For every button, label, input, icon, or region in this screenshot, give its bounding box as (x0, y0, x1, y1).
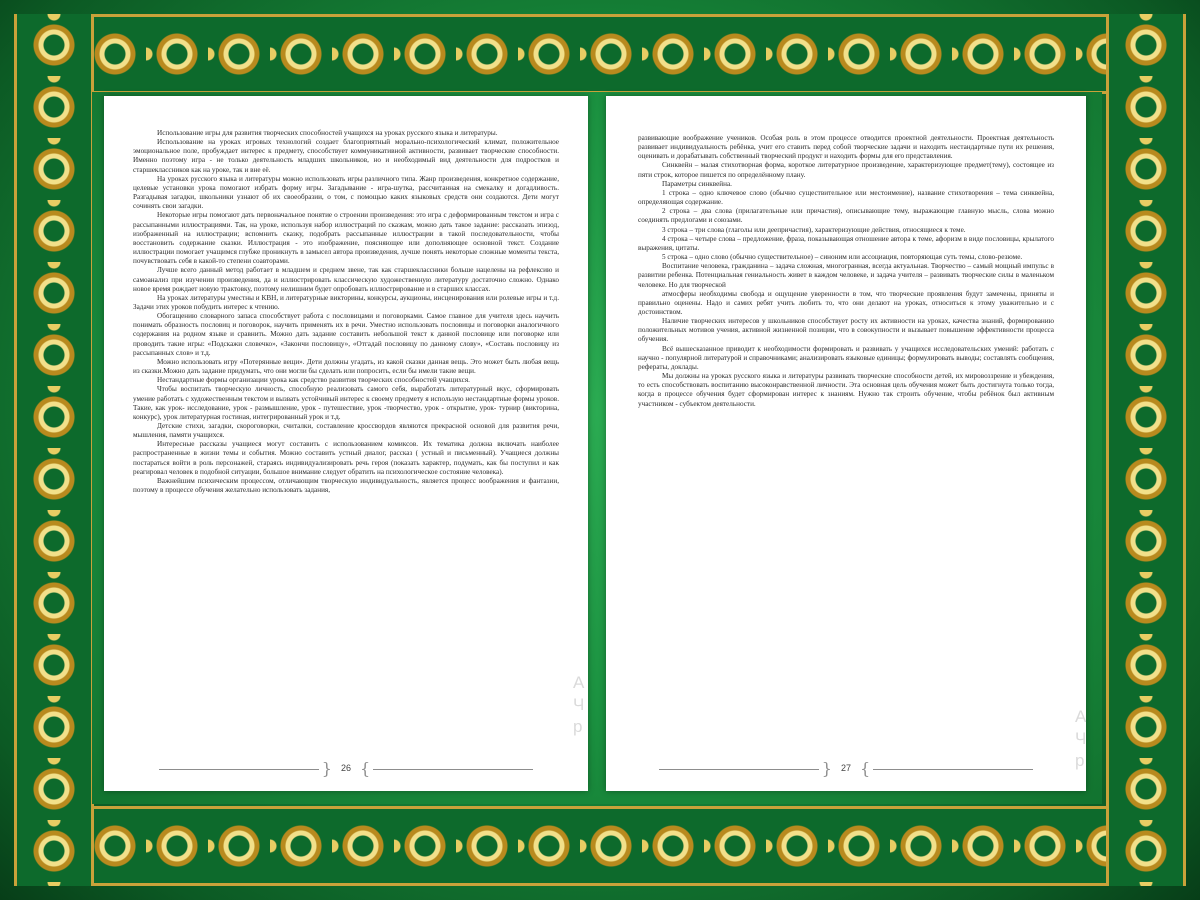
document-page-right (606, 96, 1086, 791)
right-page-text (638, 134, 1054, 409)
paragraph: Можно использовать игру «Потерянные вещи». Дети должны угадать, из какой сказки данная вещь. Это может быть любая вещь из сказки.Можно дать задание придумать, что они могли бы сделать или попросить, если бы имели такие вещи. (133, 357, 559, 376)
paragraph: Мы должны на уроках русского языка и литературы развивать творческие способности детей, их мировоззрение и убеждения, то есть способствовать воспитанию высоконравственной личности. Эта основная цель обучения может быть достигнута только тогда, когда в процессе обучения будет сформирован интерес к знаниям. Нужно так строить обучение, чтобы ребёнок был активным участником - субъектом деятельности. (638, 372, 1054, 408)
paragraph: Использование игры для развития творческих способностей учащихся на уроках русского языка и литературы. (157, 129, 498, 137)
paragraph: Некоторые игры помогают дать первоначальное понятие о строении произведения: это игра с деформированным текстом и игра с рассыпанными иллюстрациями. Так, на уроке, используя набор иллюстраций по сказкам, можно дать такое задание: рассказать эпизод, изображенный на иллюстрации; вспомнить сказку, подобрать рассыпанные иллюстрации в такой последовательности, чтобы восстановить содержание сказки. Иллюстрация - это изображение, поясняющее или дополняющее основной текст. Создание иллюстрации помогает учащимся глубже проникнуть в замысел автора произведения, лучше понять некоторые сложные моменты текста, почувствовать себя в какой-то степени соавторами. (133, 211, 559, 266)
footer-bracket-icon: { (860, 759, 871, 778)
paragraph: Синквейн – малая стихотворная форма, короткое литературное произведение, характеризующее предмет(тему), состоящее из пяти строк, которое пишется по определённому плану. (638, 161, 1054, 179)
paragraph: Параметры синквейна. (662, 179, 732, 188)
footer-rule (873, 769, 1033, 770)
footer-bracket-icon: { (360, 759, 371, 778)
page-number: 26 (340, 763, 351, 774)
paragraph: развивающие воображение учеников. Особая роль в этом процессе отводится проектной деятельности. Проектная деятельность развивает индивидуальность ребёнка, учит его ставить перед собой творческие задачи и находить нестандартные пути их решения, оценивать и дорабатывать собственный творческий продукт и находить формы для его представления. (638, 134, 1054, 161)
watermark-line: р (573, 717, 583, 736)
footer-rule (659, 769, 819, 770)
paragraph: атмосферы необходимы свобода и ощущение уверенности в том, что творческие проявления будут замечены, приняты и правильно оценены. Надо и самих ребят учить любить то, что они делают на уроках, относиться к этому уважительно и с достоинством. (638, 289, 1054, 316)
watermark-line: Ч (1075, 729, 1087, 748)
watermark-line: Ч (573, 695, 585, 714)
footer-rule (159, 769, 319, 770)
paragraph: Использование на уроках игровых технологий создает благоприятный морально-психологический климат, положительное эмоциональное поле, пробуждает интерес к предмету, способствует коммуникативной активности, развивает творческие способности. Именно поэтому игра - не только деятельность младших школьников, но и необходимый вид деятельности для подростков и старшеклассников как на уроке, так и вне её. (133, 138, 559, 174)
paragraph: Воспитание человека, гражданина – задача сложная, многогранная, всегда актуальная. Творчество – самый мощный импульс в развитии ребенка. Потенциальная гениальность живет в каждом человеке, и задача учителя – развивать творческие силы в маленьком человеке. Но для творческой (638, 262, 1054, 289)
ornament-frame-bottom (22, 806, 1178, 886)
paragraph: Всё вышесказанное приводит к необходимости формировать и развивать у учащихся исследовательских умений: работать с научно - популярной литературой и справочниками; анализировать языковые единицы; формулировать выводы; составлять сообщения, рефераты, доклады. (638, 344, 1054, 371)
ornament-frame-left (14, 14, 94, 886)
page-number: 27 (840, 763, 851, 774)
watermark-right (1075, 706, 1086, 772)
paragraph: Чтобы воспитать творческую личность, способную реализовать самого себя, выработать литературный вкус, сформировать умение работать с художественным текстом и вызвать устойчивый интерес к своему предмету я использую нестандартные формы уроков. Такие, как урок- исследование, урок - размышление, урок - путешествие, урок -творчество, урок - открытие, урок- турнир (викторина, конкурс), урок литературная гостиная, интегрированный урок и т.д. (133, 385, 559, 421)
left-page-text (133, 129, 559, 495)
paragraph: Интересные рассказы учащиеся могут составить с использованием комиксов. Их тематика должна включать наиболее распространенные в жизни темы и события. Можно составить устный диалог, рассказ ( устный и письменный). Учащиеся должны постараться войти в роль персонажей, стараясь индивидуализировать речь героя (показать характер, подумать, как бы поступил и как реагировал человек в подобной ситуации, большое внимание следует обратить на психологическое состояние человека). (133, 440, 559, 476)
paragraph: Лучше всего данный метод работает в младшем и среднем звене, так как старшеклассники больше нацелены на рефлексию и самоанализ при изучении произведения, да и иллюстрировать классическую художественную литературу достаточно сложно. Однако новое время рождает новую трактовку, поэтому нелишним будет опробовать иллюстрирование и в старших классах. (133, 266, 559, 293)
paragraph: На уроках русского языка и литературы можно использовать игры различного типа. Жанр произведения, конкретное содержание, целевые установки урока помогают избрать форму игры. Загадывание - игра-шутка, рассчитанная на смекалку и догадливость. Разгадывая загадки, школьники узнают об их своеобразии, о том, с помощью каких языковых средств они создаются. Дети могут сочинять свои загадки. (133, 174, 559, 211)
watermark-line: А (573, 673, 585, 692)
paragraph: 3 строка – три слова (глаголы или деепричастия), характеризующие действия, относящиеся к теме. (662, 225, 966, 234)
paragraph: Детские стихи, загадки, скороговорки, считалки, составление кроссвордов являются прекрасной основой для развития речи, мышления, памяти учащихся. (133, 422, 559, 440)
paragraph: На уроках литературы уместны и КВН, и литературные викторины, конкурсы, аукционы, инсценирования или ролевые игры и т.д. Задачи этих уроков побудить интерес к чтению. (133, 293, 559, 311)
footer-bracket-icon: } (321, 759, 332, 778)
paragraph: 5 строка – одно слово (обычно существительное) – синоним или ассоциация, повторяющая суть темы, слово-резюме. (662, 253, 1023, 262)
page-footer (606, 759, 1086, 779)
watermark-line: А (1075, 707, 1087, 726)
watermark-left (573, 672, 584, 738)
document-page-left (104, 96, 588, 791)
paragraph: Наличие творческих интересов у школьников способствует росту их активности на уроках, качества знаний, формированию положительных мотивов учения, активной жизненной позиции, что в совокупности и вызывает повышение эффективности процесса обучения. (638, 317, 1054, 344)
ornament-frame-right (1106, 14, 1186, 886)
paragraph: Важнейшим психическим процессом, отличающим творческую индивидуальность, является процесс воображения и фантазии, поэтому в процессе обучения желательно использовать задания, (133, 476, 559, 495)
paragraph: 2 строка – два слова (прилагательные или причастия), описывающие тему, выражающие главную мысль, слова можно соединять предлогами и союзами. (638, 207, 1054, 225)
ornament-frame-top (22, 14, 1178, 94)
paragraph: 1 строка – одно ключевое слово (обычно существительное или местоимение), название стихотворения – тема синквейна, определяющая содержание. (638, 188, 1054, 207)
footer-bracket-icon: } (821, 759, 832, 778)
page-footer (104, 759, 588, 779)
paragraph: Обогащению словарного запаса способствует работа с пословицами и поговорками. Самое главное для учителя здесь научить понимать образность пословиц и поговорок, научить применять их в речи. Уместно использовать пословицы и поговорки аналогичного содержания на родном языке и сравнить. Можно дать задание составить небольшой текст к данной пословице или поговорке или проводить такие игры: «Подскажи словечко», «Закончи пословицу», «Отгадай пословицу по данному слову», «Составь пословицу из рассыпанных слов» и т.д. (133, 312, 559, 357)
footer-rule (373, 769, 533, 770)
watermark-line: р (1075, 751, 1085, 770)
paragraph: Нестандартные формы организации урока как средство развития творческих способностей учащихся. (157, 376, 470, 385)
paragraph: 4 строка – четыре слова – предложение, фраза, показывающая отношение автора к теме, афоризм в виде пословицы, крылатого выражения, цитаты. (638, 234, 1054, 252)
